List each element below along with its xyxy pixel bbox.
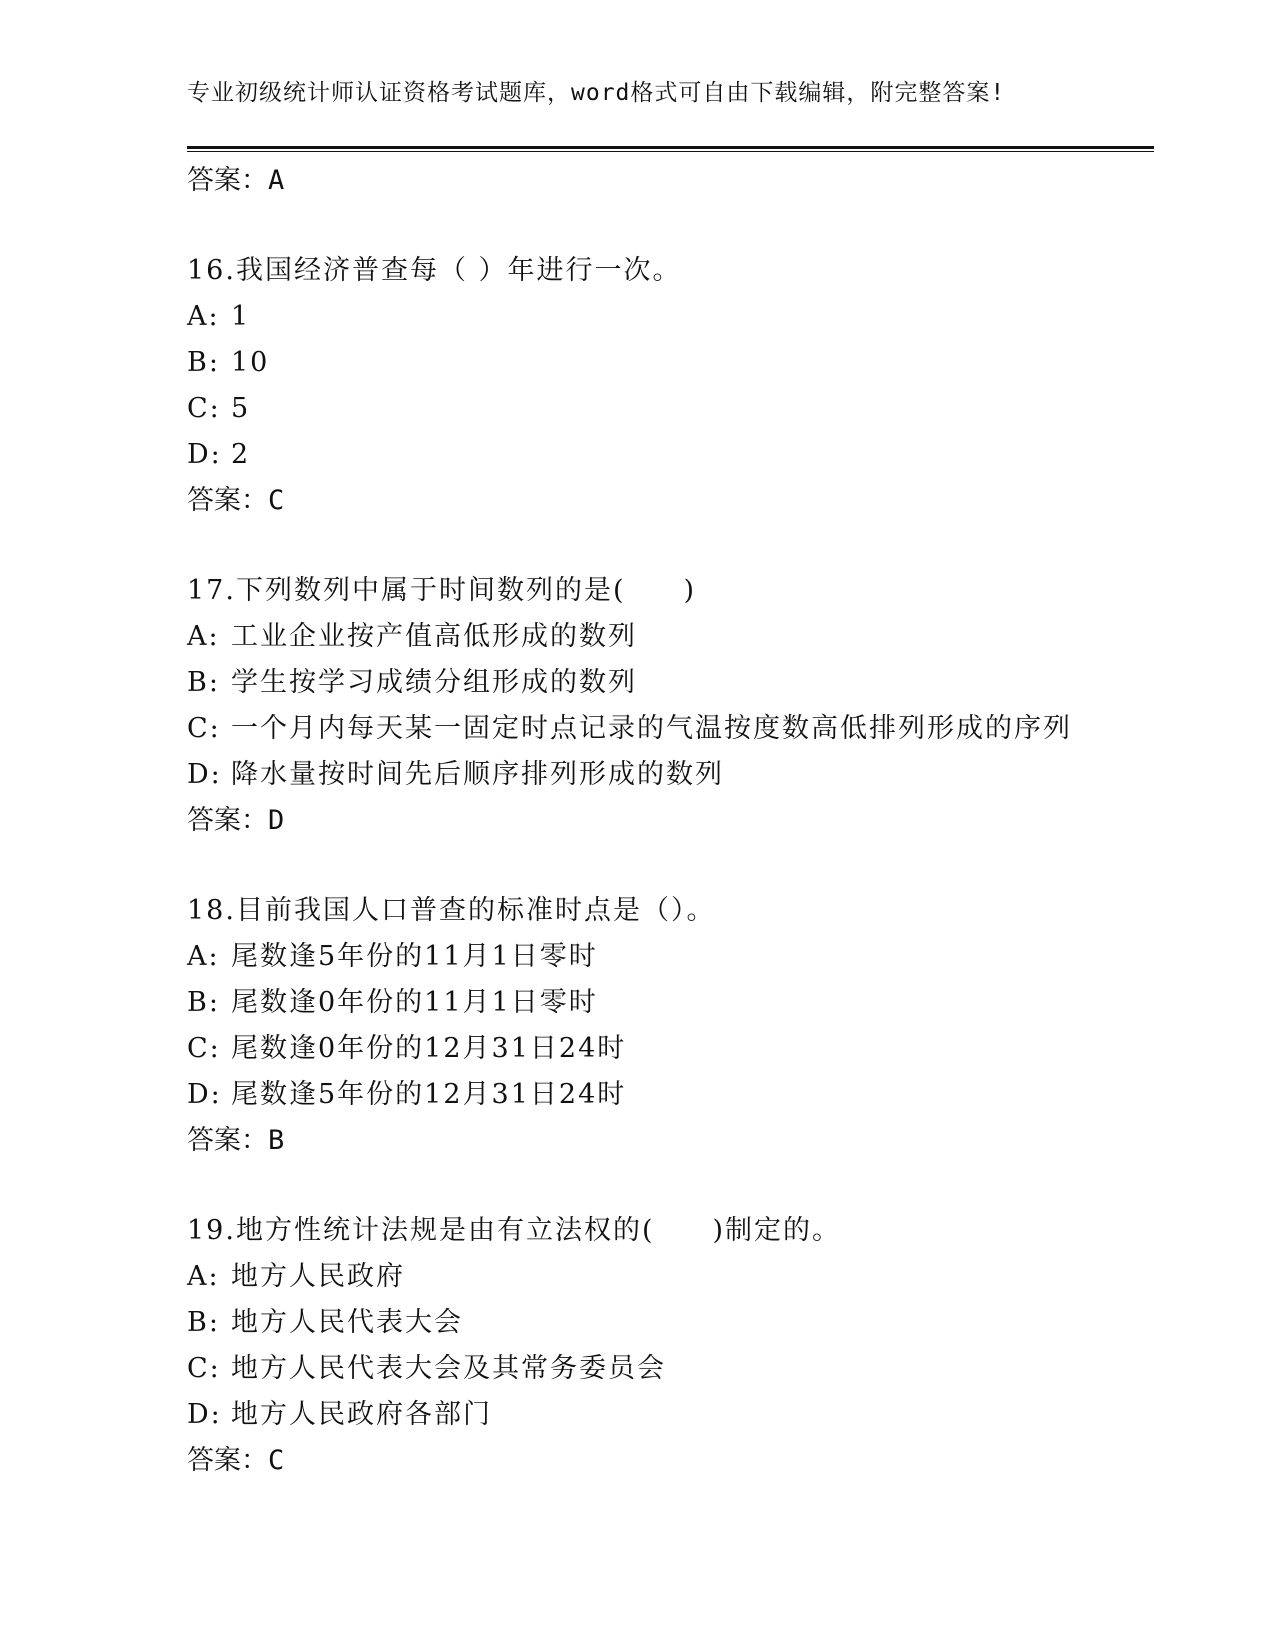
answer-line: 答案：A — [187, 165, 285, 196]
option-d — [187, 1072, 1147, 1118]
option-text: 10 — [231, 347, 270, 378]
option-b — [187, 1300, 1147, 1346]
question-stem: 17.下列数列中属于时间数列的是( ) — [187, 575, 697, 606]
page-header: 专业初级统计师认证资格考试题库，word格式可自由下载编辑，附完整答案! — [187, 80, 1006, 106]
option-letter: A: — [187, 1261, 220, 1292]
option-letter: D: — [187, 1399, 222, 1430]
option-letter: C: — [187, 713, 221, 744]
option-a — [187, 614, 1147, 660]
option-text: 地方人民代表大会 — [231, 1307, 463, 1338]
option-letter: A: — [187, 621, 220, 652]
question-stem: 16.我国经济普查每（ ）年进行一次。 — [187, 255, 682, 286]
question-list — [187, 158, 1147, 1484]
option-text: 尾数逢0年份的11月1日零时 — [231, 987, 598, 1018]
option-c — [187, 1346, 1147, 1392]
option-d — [187, 752, 1147, 798]
option-c — [187, 706, 1147, 752]
option-b — [187, 340, 1147, 386]
option-a — [187, 294, 1147, 340]
answer-line: 答案：B — [187, 1125, 285, 1156]
option-letter: C: — [187, 1033, 221, 1064]
question-16 — [187, 248, 1147, 524]
option-a — [187, 934, 1147, 980]
question-19 — [187, 1208, 1147, 1484]
option-text: 尾数逢5年份的11月1日零时 — [231, 941, 598, 972]
option-letter: D: — [187, 439, 222, 470]
answer-line: 答案：C — [187, 485, 285, 516]
option-letter: C: — [187, 1353, 221, 1384]
option-text: 地方人民政府各部门 — [231, 1399, 492, 1430]
option-letter: D: — [187, 759, 222, 790]
option-d — [187, 1392, 1147, 1438]
option-text: 地方人民政府 — [231, 1261, 405, 1292]
question-17 — [187, 568, 1147, 844]
option-letter: B: — [187, 987, 220, 1018]
option-b — [187, 980, 1147, 1026]
option-letter: A: — [187, 301, 220, 332]
option-b — [187, 660, 1147, 706]
option-letter: C: — [187, 393, 221, 424]
question-stem: 19.地方性统计法规是由有立法权的( )制定的。 — [187, 1215, 842, 1246]
option-text: 降水量按时间先后顺序排列形成的数列 — [231, 759, 724, 790]
option-text: 1 — [231, 301, 251, 332]
option-a — [187, 1254, 1147, 1300]
option-d — [187, 432, 1147, 478]
option-letter: B: — [187, 347, 220, 378]
answer-line: 答案：C — [187, 1445, 285, 1476]
option-c — [187, 1026, 1147, 1072]
option-c — [187, 386, 1147, 432]
option-text: 工业企业按产值高低形成的数列 — [231, 621, 637, 652]
header-rule-thick — [187, 146, 1154, 149]
option-text: 尾数逢0年份的12月31日24时 — [231, 1033, 627, 1064]
option-text: 2 — [231, 439, 251, 470]
question-stem: 18.目前我国人口普查的标准时点是（）。 — [187, 895, 716, 926]
option-text: 5 — [231, 393, 251, 424]
option-letter: A: — [187, 941, 220, 972]
answer-line: 答案：D — [187, 805, 285, 836]
header-rule-thin — [187, 151, 1154, 152]
option-letter: B: — [187, 1307, 220, 1338]
option-text: 地方人民代表大会及其常务委员会 — [231, 1353, 666, 1384]
option-letter: D: — [187, 1079, 222, 1110]
option-text: 学生按学习成绩分组形成的数列 — [231, 667, 637, 698]
question-18 — [187, 888, 1147, 1164]
option-text: 尾数逢5年份的12月31日24时 — [231, 1079, 627, 1110]
option-letter: B: — [187, 667, 220, 698]
option-text: 一个月内每天某一固定时点记录的气温按度数高低排列形成的序列 — [231, 713, 1072, 744]
